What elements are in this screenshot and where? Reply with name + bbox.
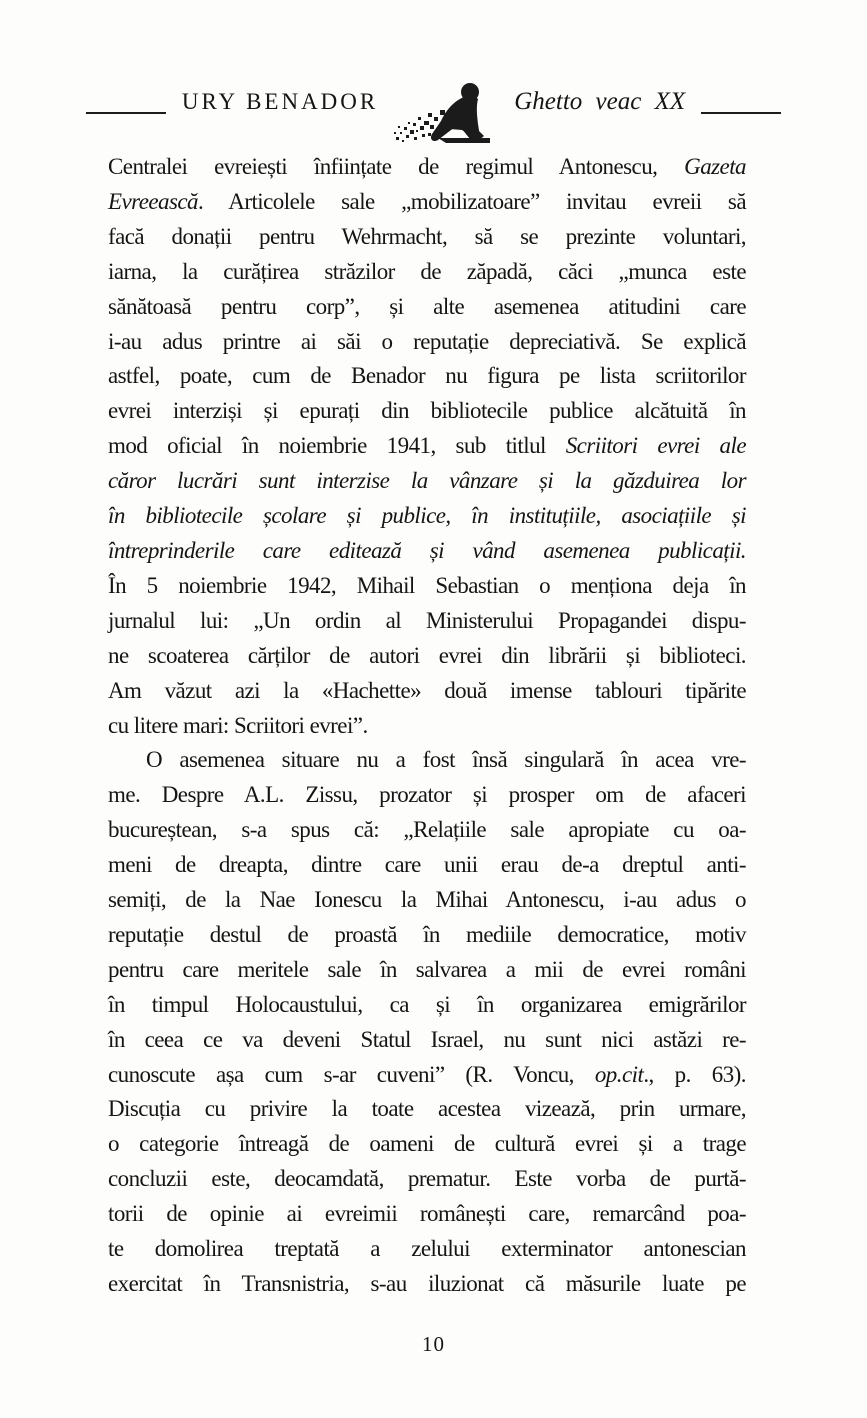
text-line — [108, 255, 746, 290]
text-line — [108, 639, 746, 674]
text-line — [108, 499, 746, 534]
text-segment: Centralei evreiești înființate de regimul Antonescu, — [108, 154, 685, 179]
text-segment: jurnalul lui: „Un ordin al Ministerului Propagandei dispu- — [108, 607, 746, 633]
text-segment: În 5 noiembrie 1942, Mihail Sebastian o menționa deja în — [108, 572, 746, 598]
text-segment: semiți, de la Nae Ionescu la Mihai Antonescu, i-au adus o — [108, 887, 746, 913]
text-line — [108, 150, 746, 185]
text-segment: facă donații pentru Wehrmacht, să se prezinte voluntari, — [108, 223, 746, 249]
text-line — [108, 778, 746, 813]
text-line — [108, 883, 746, 918]
italic-text-segment: Scriitori evrei ale — [565, 433, 746, 459]
header-author-name: URY BENADOR — [181, 89, 379, 114]
text-segment: evrei interziși și epurați din bibliotecile publice alcătuită în — [108, 398, 746, 424]
text-segment: o categorie întreagă de oameni de cultură evrei și a trage — [108, 1131, 746, 1157]
italic-text-segment: întreprinderile care editează și vând asemenea publicații. — [108, 537, 746, 563]
text-segment: ne scoaterea cărților de autori evrei din librării și biblioteci. — [108, 642, 746, 668]
text-line — [108, 674, 746, 709]
text-line — [108, 1162, 746, 1197]
text-line — [108, 569, 746, 604]
text-line — [108, 1023, 746, 1058]
text-line — [108, 220, 746, 255]
text-segment: în timpul Holocaustului, ca și în organizarea emigrărilor — [108, 991, 746, 1017]
paragraph — [108, 150, 746, 743]
text-line — [108, 534, 746, 569]
text-segment: în ceea ce va deveni Statul Israel, nu sunt nici astăzi re- — [108, 1026, 746, 1052]
text-segment: concluzii este, deocamdată, prematur. Este vorba de purtă- — [108, 1166, 746, 1192]
text-line — [108, 988, 746, 1023]
text-line — [108, 918, 746, 953]
text-line — [108, 1127, 746, 1162]
text-line — [108, 604, 746, 639]
text-line — [108, 1267, 746, 1302]
text-line — [108, 709, 746, 744]
text-line — [108, 429, 746, 464]
text-line — [108, 359, 746, 394]
italic-text-segment: Gazeta — [684, 154, 746, 179]
text-segment: bucureștean, s-a spus că: „Relațiile sale apropiate cu oa- — [108, 817, 746, 843]
text-segment: ., p. 63). — [643, 1061, 746, 1087]
text-segment: torii de opinie ai evreimii românești care, remarcând poa- — [108, 1201, 746, 1227]
text-segment: iarna, la curățirea străzilor de zăpadă, căci „munca este — [108, 258, 746, 284]
page-number: 10 — [422, 1332, 445, 1356]
header-right-rule — [701, 112, 781, 114]
text-line — [108, 743, 746, 778]
text-segment: cunoscute așa cum s-ar cuveni” (R. Voncu, — [108, 1061, 595, 1087]
text-segment: mod oficial în noiembrie 1941, sub titlul — [108, 433, 566, 459]
text-segment: me. Despre A.L. Zissu, prozator și prosper om de afaceri — [108, 782, 746, 808]
text-line — [108, 1232, 746, 1267]
header-book-title: Ghetto veac XX — [514, 88, 686, 115]
text-segment: sănătoasă pentru corp”, și alte asemenea atitudini care — [108, 293, 746, 319]
italic-text-segment: op.cit — [594, 1061, 644, 1087]
text-line — [108, 953, 746, 988]
text-segment: astfel, poate, cum de Benador nu figura pe lista scriitorilor — [108, 363, 746, 389]
italic-text-segment: Evreească — [108, 188, 198, 214]
text-line — [108, 1092, 746, 1127]
text-line — [108, 185, 746, 220]
running-header — [0, 84, 867, 140]
text-line — [108, 325, 746, 360]
text-segment: cu litere mari: Scriitori evrei”. — [108, 712, 368, 738]
header-left-rule — [86, 112, 166, 114]
text-segment: meni de dreapta, dintre care unii erau de-a dreptul anti- — [108, 852, 746, 878]
italic-text-segment: căror lucrări sunt interzise la vânzare și la găzduirea lor — [108, 468, 746, 494]
text-segment: reputație destul de proastă în mediile democratice, motiv — [108, 921, 746, 947]
text-segment: O asemenea situare nu a fost însă singulară în acea vre- — [146, 747, 746, 773]
paragraph — [108, 743, 746, 1302]
text-line — [108, 1197, 746, 1232]
text-line — [108, 813, 746, 848]
text-segment: Am văzut azi la «Hachette» două imense tablouri tipărite — [108, 677, 746, 703]
text-line — [108, 464, 746, 499]
text-line — [108, 394, 746, 429]
text-segment: Discuția cu privire la toate acestea vizează, prin urmare, — [108, 1096, 746, 1122]
text-segment: i-au adus printre ai săi o reputație depreciativă. Se explică — [108, 328, 746, 354]
text-line — [108, 290, 746, 325]
text-line — [108, 1058, 746, 1093]
text-segment: pentru care meritele sale în salvarea a mii de evrei români — [108, 956, 746, 982]
text-line — [108, 848, 746, 883]
italic-text-segment: în bibliotecile școlare și publice, în instituțiile, asociațiile și — [108, 503, 746, 529]
text-segment: te domolirea treptată a zelului exterminator antonescian — [108, 1236, 746, 1262]
body-text — [108, 150, 746, 1302]
text-segment: . Articolele sale „mobilizatoare” invitau evreii să — [197, 188, 746, 214]
dissolving-seated-figure-icon — [394, 80, 498, 149]
text-segment: exercitat în Transnistria, s-au iluzionat că măsurile luate pe — [108, 1271, 746, 1296]
